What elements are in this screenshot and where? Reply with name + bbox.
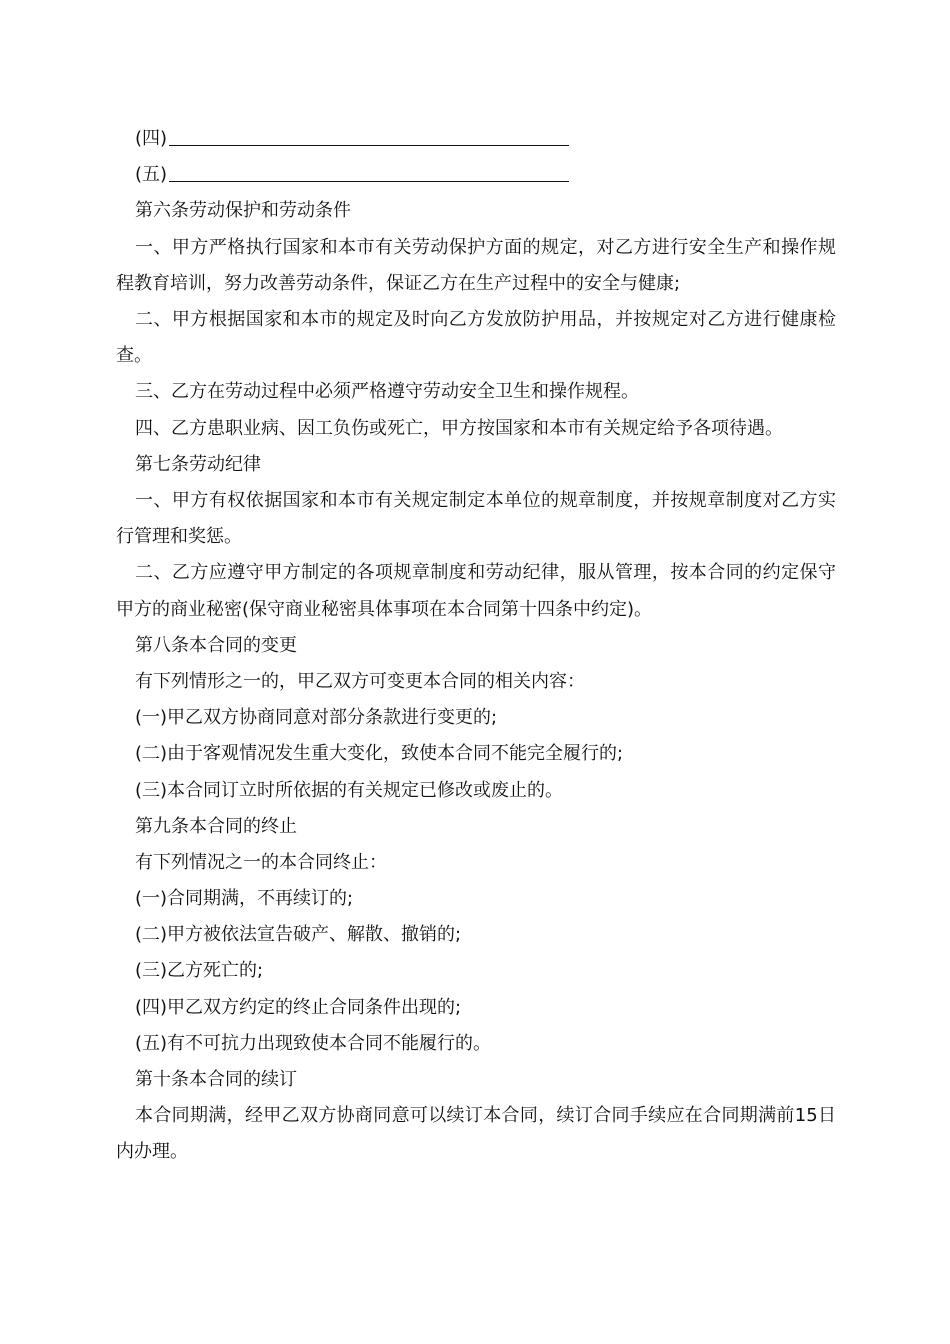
article-9-item-2: (二)甲方被依法宣告破产、解散、撤销的; <box>135 924 462 946</box>
fill-in-line-4 <box>116 121 836 157</box>
article-10-heading: 第十条本合同的续订 <box>135 1069 297 1090</box>
article-8-heading: 第八条本合同的变更 <box>135 634 297 656</box>
article-8-item-1: (一)甲乙双方协商同意对部分条款进行变更的; <box>135 707 498 729</box>
article-9-item-5: (五)有不可抗力出现致使本合同不能履行的。 <box>135 1032 492 1054</box>
document-body <box>116 121 836 1171</box>
article-9-intro: 有下列情况之一的本合同终止： <box>135 851 387 873</box>
article-9-item-1: (一)合同期满，不再续订的; <box>135 888 354 910</box>
article-10-clause: 本合同期满，经甲乙双方协商同意可以续订本合同，续订合同手续应在合同期满前15日内办理。 <box>116 1105 836 1163</box>
article-7-clause-2: 二、乙方应遵守甲方制定的各项规章制度和劳动纪律，服从管理，按本合同的约定保守甲方的商业秘密(保守商业秘密具体事项在本合同第十四条中约定)。 <box>116 562 836 620</box>
article-6-heading: 第六条劳动保护和劳动条件 <box>135 200 351 222</box>
article-9-item-3: (三)乙方死亡的; <box>135 960 264 982</box>
article-6-clause-1: 一、甲方严格执行国家和本市有关劳动保护方面的规定，对乙方进行安全生产和操作规程教育培训，努力改善劳动条件，保证乙方在生产过程中的安全与健康; <box>116 236 836 294</box>
fill-in-label: (五) <box>135 164 168 186</box>
fill-in-blank[interactable] <box>169 145 569 146</box>
article-9-heading: 第九条本合同的终止 <box>135 815 297 837</box>
article-7-heading: 第七条劳动纪律 <box>135 453 261 475</box>
article-6-clause-4: 四、乙方患职业病、因工负伤或死亡，甲方按国家和本市有关规定给予各项待遇。 <box>135 417 783 439</box>
article-8-item-3: (三)本合同订立时所依据的有关规定已修改或废止的。 <box>135 779 564 801</box>
fill-in-line-5 <box>116 157 836 193</box>
article-6-clause-3: 三、乙方在劳动过程中必须严格遵守劳动安全卫生和操作规程。 <box>135 381 639 403</box>
article-8-intro: 有下列情形之一的，甲乙双方可变更本合同的相关内容： <box>135 670 585 692</box>
article-8-item-2: (二)由于客观情况发生重大变化，致使本合同不能完全履行的; <box>135 743 624 765</box>
article-6-clause-2: 二、甲方根据国家和本市的规定及时向乙方发放防护用品，并按规定对乙方进行健康检查。 <box>116 308 836 367</box>
fill-in-blank[interactable] <box>169 181 569 182</box>
article-9-item-4: (四)甲乙双方约定的终止合同条件出现的; <box>135 996 462 1018</box>
fill-in-label: (四) <box>135 128 168 149</box>
article-7-clause-1: 一、甲方有权依据国家和本市有关规定制定本单位的规章制度，并按规章制度对乙方实行管理和奖惩。 <box>116 489 836 548</box>
